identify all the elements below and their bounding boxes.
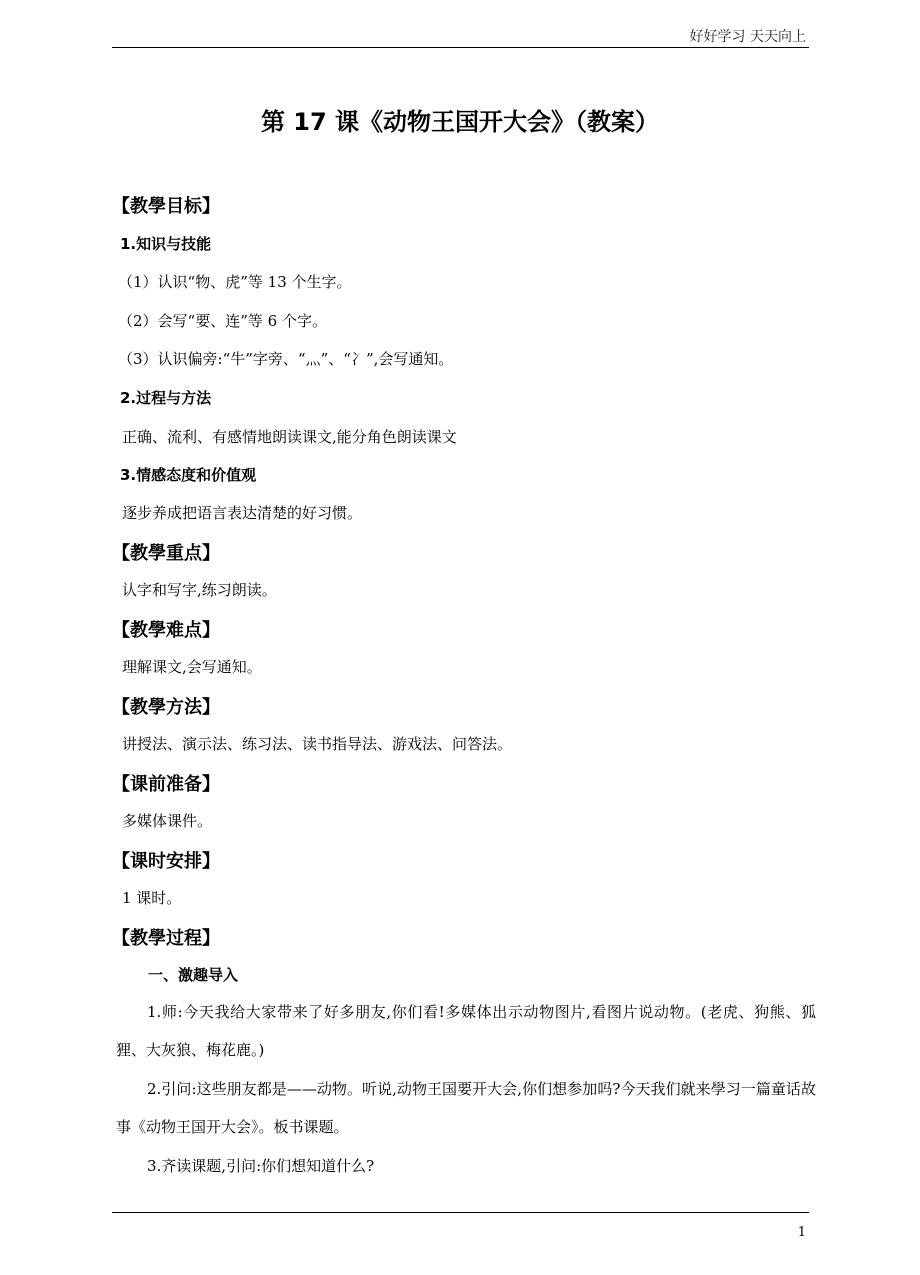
values-text: 逐步养成把语言表达清楚的好习惯。 bbox=[122, 504, 363, 522]
difficulties-text: 理解课文,会写通知。 bbox=[122, 658, 262, 676]
header-motto: 好好学习 天天向上 bbox=[689, 29, 806, 45]
subheading-knowledge: 1.知识与技能 bbox=[120, 235, 212, 253]
heading-difficulties: 【教學难点】 bbox=[112, 620, 220, 641]
heading-process: 【教學过程】 bbox=[112, 928, 220, 949]
preparation-text: 多媒体课件。 bbox=[122, 812, 213, 830]
header-rule bbox=[112, 47, 809, 48]
objective-item-2: （2）会写“要、连”等 6 个字。 bbox=[118, 312, 327, 330]
process-paragraph-1: 1.师:今天我给大家带来了好多朋友,你们看!多媒体出示动物图片,看图片说动物。(老虎、狗熊、狐狸、大灰狼、梅花鹿。) bbox=[116, 1003, 816, 1059]
footer-rule bbox=[112, 1212, 809, 1213]
heading-methods: 【教學方法】 bbox=[112, 697, 220, 718]
process-paragraph-2: 2.引问:这些朋友都是——动物。听说,动物王国要开大会,你们想参加吗?今天我们就来學习一篇童话故事《动物王国开大会》。板书课题。 bbox=[116, 1080, 816, 1136]
heading-objectives: 【教學目标】 bbox=[112, 196, 220, 217]
heading-key-points: 【教學重点】 bbox=[112, 543, 220, 564]
heading-schedule: 【课时安排】 bbox=[112, 851, 220, 872]
objective-item-1: （1）认识“物、虎”等 13 个生字。 bbox=[118, 273, 352, 291]
subheading-values: 3.情感态度和价值观 bbox=[120, 466, 257, 484]
process-method-text: 正确、流利、有感情地朗读课文,能分角色朗读课文 bbox=[122, 428, 457, 446]
subheading-process-method: 2.过程与方法 bbox=[120, 389, 212, 407]
process-paragraph-3: 3.齐读课题,引问:你们想知道什么? bbox=[147, 1157, 375, 1175]
step1-title: 一、激趣导入 bbox=[148, 966, 239, 984]
schedule-text: 1 课时。 bbox=[122, 889, 182, 907]
page-number: 1 bbox=[797, 1225, 806, 1240]
objective-item-3: （3）认识偏旁:“牛”字旁、“灬”、“冫”,会写通知。 bbox=[118, 350, 454, 368]
heading-preparation: 【课前准备】 bbox=[112, 774, 220, 795]
key-points-text: 认字和写字,练习朗读。 bbox=[122, 581, 277, 599]
methods-text: 讲授法、演示法、练习法、读书指导法、游戏法、问答法。 bbox=[122, 735, 513, 753]
page-title: 第 17 课《动物王国开大会》（教案） bbox=[260, 108, 660, 136]
